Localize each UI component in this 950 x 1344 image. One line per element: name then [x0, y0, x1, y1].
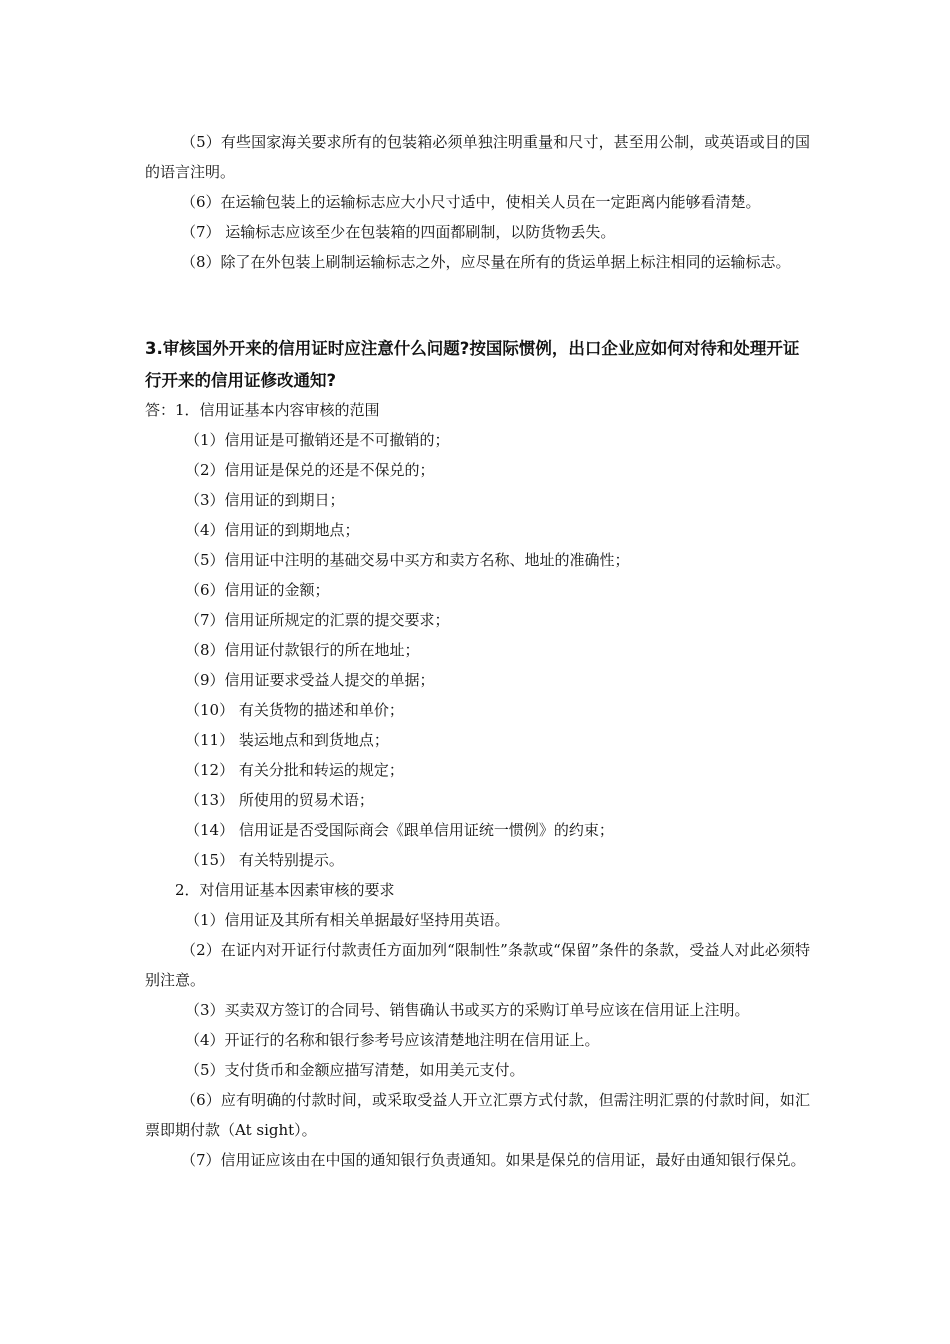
list-item: （10） 有关货物的描述和单价； — [185, 701, 404, 719]
list-item: （1）信用证及其所有相关单据最好坚持用英语。 — [185, 911, 510, 929]
list-item: （14） 信用证是否受国际商会《跟单信用证统一惯例》的约束； — [185, 821, 614, 839]
list-item: （6）信用证的金额； — [185, 581, 330, 599]
question-heading: 3.审核国外开来的信用证时应注意什么问题?按国际惯例，出口企业应如何对待和处理开证行开来的信用证修改通知? — [145, 339, 800, 390]
paragraph: （8）除了在外包装上刷制运输标志之外，应尽量在所有的货运单据上标注相同的运输标志。 — [181, 253, 791, 271]
list-item: （5）信用证中注明的基础交易中买方和卖方名称、地址的准确性； — [185, 551, 630, 569]
list-item: （11） 装运地点和到货地点； — [185, 731, 389, 749]
list-item: （6）应有明确的付款时间，或采取受益人开立汇票方式付款，但需注明汇票的付款时间，如汇票即期付款（At sight）。 — [145, 1091, 810, 1139]
paragraph: （7） 运输标志应该至少在包装箱的四面都刷制，以防货物丢失。 — [181, 223, 616, 241]
list-item: （3）信用证的到期日； — [185, 491, 345, 509]
list-item: （13） 所使用的贸易术语； — [185, 791, 374, 809]
list-item: （5）支付货币和金额应描写清楚，如用美元支付。 — [185, 1061, 525, 1079]
paragraph: （6）在运输包装上的运输标志应大小尺寸适中，使相关人员在一定距离内能够看清楚。 — [181, 193, 761, 211]
answer-block — [145, 395, 810, 1175]
section-2-title: 2．对信用证基本因素审核的要求 — [175, 881, 395, 899]
list-item: （4）开证行的名称和银行参考号应该清楚地注明在信用证上。 — [185, 1031, 600, 1049]
list-item: （2）在证内对开证行付款责任方面加列“限制性”条款或“保留”条件的条款，受益人对此必须特别注意。 — [145, 941, 810, 989]
list-item: （4）信用证的到期地点； — [185, 521, 360, 539]
list-item: （12） 有关分批和转运的规定； — [185, 761, 404, 779]
paragraph: （5）有些国家海关要求所有的包装箱必须单独注明重量和尺寸，甚至用公制，或英语或目的国的语言注明。 — [145, 133, 810, 181]
requirements-list — [145, 905, 810, 1175]
answer-intro: 答：1．信用证基本内容审核的范围 — [145, 401, 380, 419]
list-item: （8）信用证付款银行的所在地址； — [185, 641, 420, 659]
content-scope-list — [145, 425, 810, 875]
question-heading-block — [145, 333, 810, 397]
list-item: （15） 有关特别提示。 — [185, 851, 344, 869]
list-item: （1）信用证是可撤销还是不可撤销的； — [185, 431, 450, 449]
list-item: （7）信用证应该由在中国的通知银行负责通知。如果是保兑的信用证，最好由通知银行保兑。 — [181, 1151, 806, 1169]
list-item: （9）信用证要求受益人提交的单据； — [185, 671, 435, 689]
top-paragraphs — [145, 127, 810, 277]
list-item: （7）信用证所规定的汇票的提交要求； — [185, 611, 450, 629]
list-item: （3）买卖双方签订的合同号、销售确认书或买方的采购订单号应该在信用证上注明。 — [185, 1001, 750, 1019]
list-item: （2）信用证是保兑的还是不保兑的； — [185, 461, 435, 479]
